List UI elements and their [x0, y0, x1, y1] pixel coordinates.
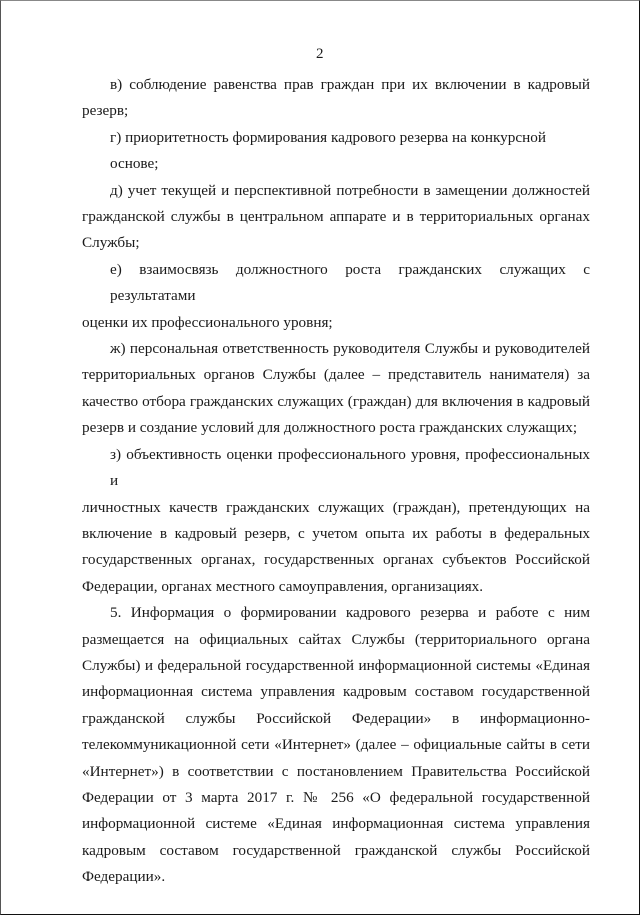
paragraph-zh — [82, 336, 590, 442]
document-body — [82, 72, 590, 891]
text-line: телекоммуникационной сети «Интернет» (далее – официальные сайты в сети — [82, 736, 590, 754]
text-line: государственных органах, государственных органах субъектов Российской — [82, 551, 590, 569]
text-line: в) соблюдение равенства прав граждан при их включении в кадровый — [110, 76, 590, 93]
paragraph-g — [82, 125, 590, 178]
text-line: информационной системе «Единая информационная система управления — [82, 815, 590, 833]
text-line: оценки их профессионального уровня; — [82, 313, 333, 331]
text-line: д) учет текущей и перспективной потребности в замещении должностей — [110, 181, 590, 199]
text-line: Федерации». — [82, 868, 166, 886]
text-line: 5. Информация о формировании кадрового резерва и работе с ним — [110, 604, 590, 622]
text-line: резерв и создание условий для должностного роста гражданских служащих; — [82, 419, 578, 437]
text-line: гражданской службы в центральном аппарате и в территориальных органах — [82, 208, 590, 226]
text-line: резерв; — [82, 102, 129, 120]
text-line: г) приоритетность формирования кадрового резерва на конкурсной основе; — [110, 128, 546, 173]
text-line: личностных качеств гражданских служащих (граждан), претендующих на — [82, 498, 590, 516]
text-line: «Интернет») в соответствии с постановлением Правительства Российской — [82, 762, 590, 780]
paragraph-item-5 — [82, 600, 590, 890]
text-line: Федерации от 3 марта 2017 г. № 256 «О федеральной государственной — [82, 788, 590, 806]
page-number: 2 — [316, 46, 324, 62]
paragraph-z — [82, 442, 590, 600]
paragraph-d — [82, 178, 590, 257]
text-line: е) взаимосвязь должностного роста гражданских служащих с результатами — [110, 260, 590, 305]
text-line: ж) персональная ответственность руководителя Службы и руководителей — [110, 340, 590, 358]
text-line: включение в кадровый резерв, с учетом опыта их работы в федеральных — [82, 524, 590, 542]
text-line: территориальных органов Службы (далее – представитель нанимателя) за — [82, 366, 590, 384]
text-line: размещается на официальных сайтах Службы (территориального органа — [82, 630, 590, 648]
text-line: з) объективность оценки профессионального уровня, профессиональных и — [110, 445, 590, 490]
text-line: информационная система управления кадровым составом государственной — [82, 683, 590, 701]
text-line: Федерации, органах местного самоуправления, организациях. — [82, 577, 484, 595]
paragraph-v — [82, 72, 590, 125]
text-line: Службы; — [82, 234, 140, 252]
text-line: гражданской службы Российской Федерации» в информационно- — [82, 709, 590, 727]
text-line: Службы) и федеральной государственной информационной системы «Единая — [82, 656, 590, 674]
paragraph-e — [82, 257, 590, 336]
text-line: кадровым составом государственной гражданской службы Российской — [82, 841, 590, 859]
text-line: качество отбора гражданских служащих (граждан) для включения в кадровый — [82, 392, 590, 410]
